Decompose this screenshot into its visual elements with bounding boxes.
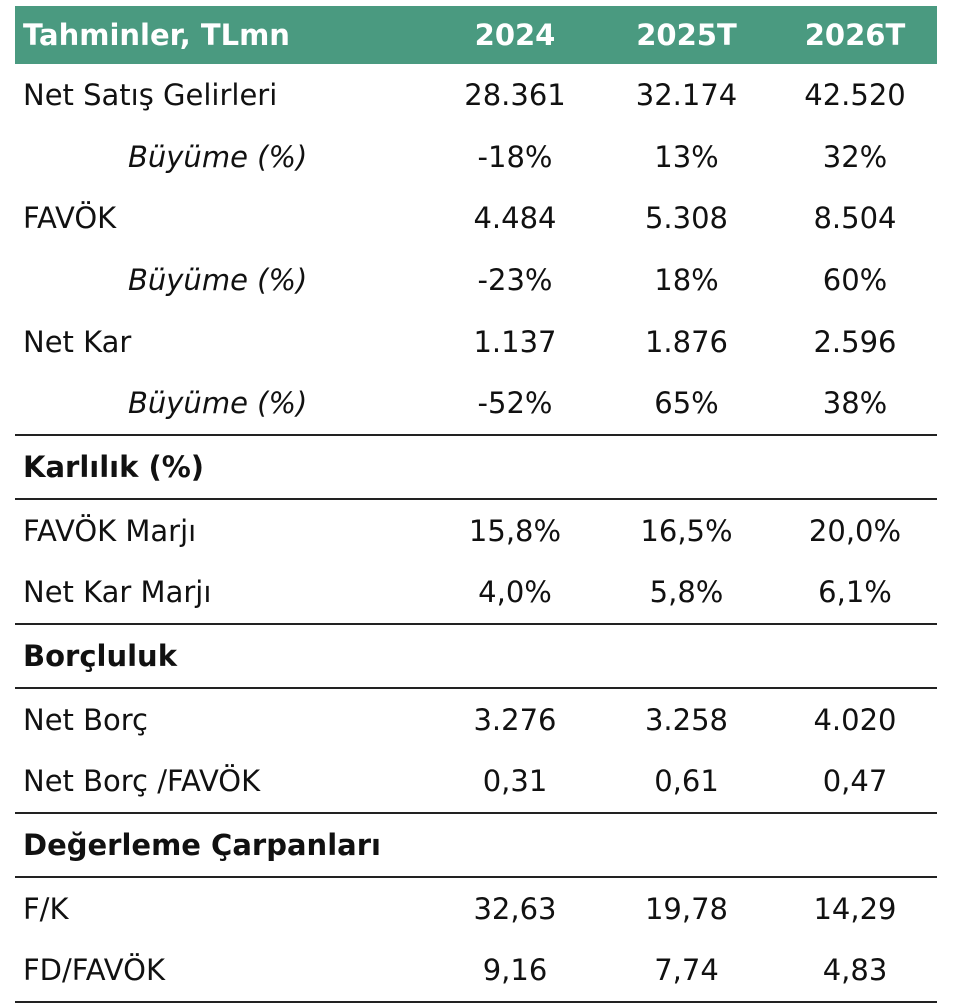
cell-2026t: 0,47 bbox=[822, 764, 888, 799]
table-row-ebitda bbox=[15, 187, 937, 249]
row-label: Net Satış Gelirleri bbox=[23, 77, 278, 112]
cell-2025t: 18% bbox=[654, 262, 719, 297]
cell-2026t: 20,0% bbox=[808, 513, 902, 548]
cell-2025t: 13% bbox=[654, 139, 719, 174]
cell-2024: 1.137 bbox=[473, 324, 557, 359]
cell-2024: -18% bbox=[477, 139, 553, 174]
row-label: F/K bbox=[23, 891, 69, 926]
cell-2024: 4,0% bbox=[478, 575, 552, 610]
cell-2026t: 2.596 bbox=[813, 324, 897, 359]
cell-2026t: 4.020 bbox=[813, 702, 897, 737]
row-label: Büyüme (%) bbox=[128, 386, 308, 421]
forecast-table bbox=[15, 6, 937, 1003]
cell-2025t: 7,74 bbox=[654, 953, 719, 988]
cell-2025t: 1.876 bbox=[644, 324, 729, 359]
header-year-2024: 2024 bbox=[474, 18, 556, 52]
cell-2025t: 5,8% bbox=[649, 575, 724, 610]
table-row-ebitda-growth bbox=[15, 249, 937, 311]
header-year-2025t: 2025T bbox=[636, 18, 737, 52]
header-year-2026t: 2026T bbox=[804, 18, 906, 52]
cell-2026t: 32% bbox=[822, 139, 888, 174]
cell-2026t: 8.504 bbox=[813, 201, 897, 236]
cell-2026t: 60% bbox=[822, 262, 888, 297]
cell-2025t: 32.174 bbox=[635, 77, 738, 112]
cell-2024: 3.276 bbox=[473, 702, 557, 737]
cell-2026t: 14,29 bbox=[813, 891, 897, 926]
section-title: Borçluluk bbox=[23, 639, 177, 674]
table-row-net-profit bbox=[15, 311, 937, 373]
row-label: FD/FAVÖK bbox=[23, 953, 165, 988]
table-row-profit-growth bbox=[15, 372, 937, 436]
cell-2026t: 38% bbox=[822, 386, 888, 421]
section-header-valuation bbox=[15, 814, 937, 878]
cell-2024: -52% bbox=[477, 386, 553, 421]
table-row-net-debt-ebitda bbox=[15, 751, 937, 815]
section-header-leverage bbox=[15, 625, 937, 689]
section-title: Değerleme Çarpanları bbox=[23, 828, 381, 863]
cell-2025t: 0,61 bbox=[654, 764, 719, 799]
cell-2024: 0,31 bbox=[482, 764, 548, 799]
row-label: Büyüme (%) bbox=[128, 139, 308, 174]
table-row-net-debt bbox=[15, 689, 937, 751]
header-label: Tahminler, TLmn bbox=[23, 18, 290, 52]
table-row-sales-growth bbox=[15, 126, 937, 188]
cell-2025t: 19,78 bbox=[644, 891, 729, 926]
table-row-ev-ebitda bbox=[15, 940, 937, 1003]
table-header bbox=[15, 6, 937, 64]
cell-2025t: 3.258 bbox=[644, 702, 729, 737]
cell-2024: 4.484 bbox=[473, 201, 557, 236]
cell-2024: 32,63 bbox=[473, 891, 557, 926]
table-row-net-margin bbox=[15, 562, 937, 626]
row-label: Net Kar bbox=[23, 324, 132, 359]
row-label: Büyüme (%) bbox=[128, 262, 308, 297]
section-header-profitability bbox=[15, 436, 937, 500]
cell-2025t: 65% bbox=[654, 386, 719, 421]
cell-2026t: 4,83 bbox=[822, 953, 888, 988]
cell-2025t: 16,5% bbox=[640, 513, 733, 548]
row-label: Net Borç /FAVÖK bbox=[23, 764, 261, 799]
cell-2024: 9,16 bbox=[482, 953, 548, 988]
row-label: FAVÖK Marjı bbox=[23, 513, 197, 548]
row-label: Net Kar Marjı bbox=[23, 575, 212, 610]
table-row-net-sales bbox=[15, 64, 937, 126]
row-label: FAVÖK bbox=[23, 201, 117, 236]
section-title: Karlılık (%) bbox=[23, 449, 205, 484]
table-row-pe bbox=[15, 878, 937, 940]
cell-2024: 28.361 bbox=[464, 77, 566, 112]
cell-2025t: 5.308 bbox=[644, 201, 729, 236]
cell-2024: -23% bbox=[477, 262, 553, 297]
cell-2024: 15,8% bbox=[468, 513, 562, 548]
table-row-ebitda-margin bbox=[15, 500, 937, 562]
row-label: Net Borç bbox=[23, 702, 148, 737]
cell-2026t: 6,1% bbox=[818, 575, 892, 610]
cell-2026t: 42.520 bbox=[804, 77, 906, 112]
